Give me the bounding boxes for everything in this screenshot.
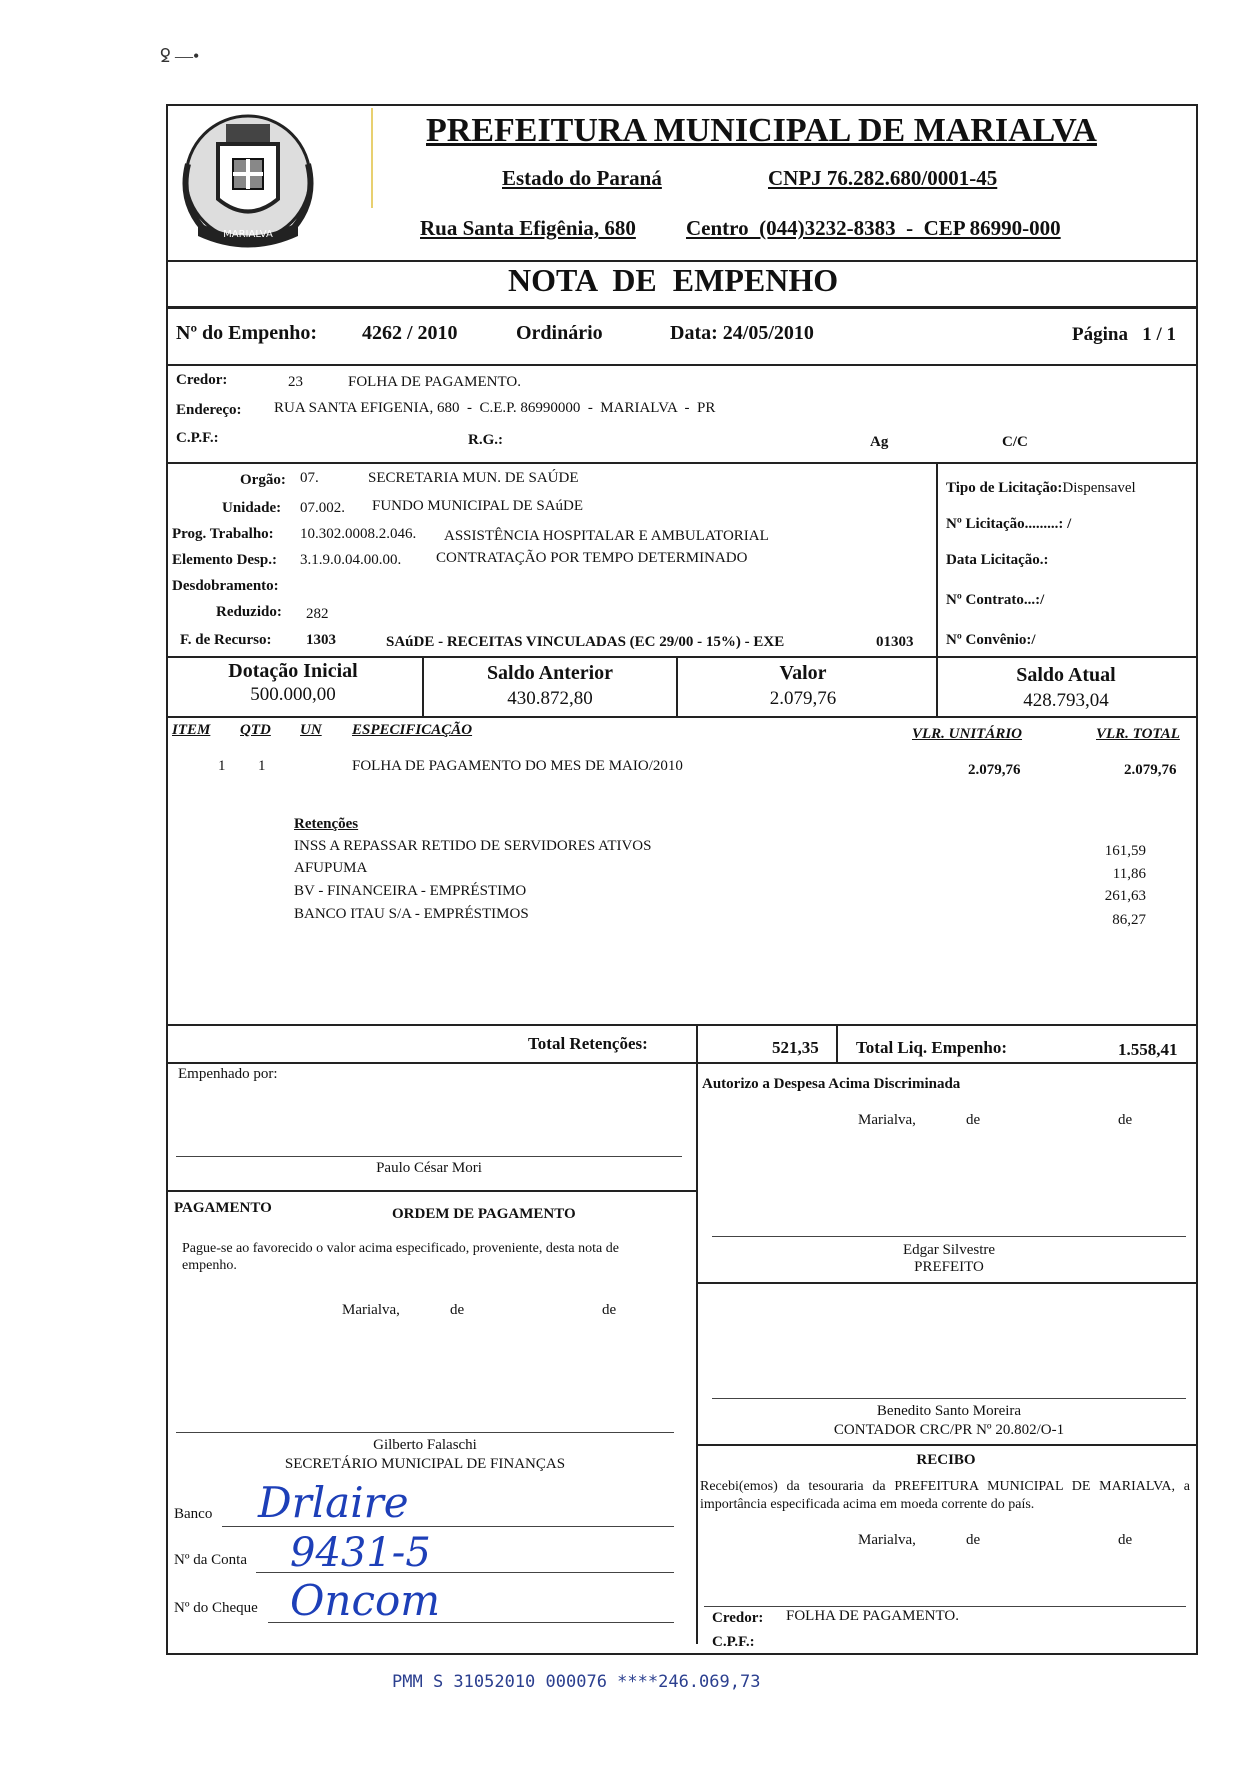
col-un: UN (300, 722, 322, 738)
orgao-label: Orgão: (240, 472, 286, 488)
recurso-desc: SAúDE - RECEITAS VINCULADAS (EC 29/00 - 15%) - EXE (386, 634, 785, 650)
header-title: PREFEITURA MUNICIPAL DE MARIALVA (426, 112, 1097, 149)
recibo-title: RECIBO (916, 1452, 976, 1468)
svg-text:MARIALVA: MARIALVA (223, 229, 273, 240)
recurso-value: 1303 (306, 632, 336, 648)
col-qtd: QTD (240, 722, 271, 738)
retencao-desc-1: INSS A REPASSAR RETIDO DE SERVIDORES ATIVOS (294, 838, 652, 854)
credor-code: 23 (288, 374, 303, 390)
autorizo-de2: de (1118, 1112, 1133, 1128)
elemento-label: Elemento Desp.: (172, 552, 277, 568)
empenho-number: 4262 / 2010 (362, 322, 458, 344)
cc-label: C/C (1002, 434, 1028, 450)
prog-value: 10.302.0008.2.046. (300, 526, 417, 542)
banco-signature: Drlaire (258, 1478, 409, 1527)
scan-mark: ꝿ ―• (160, 46, 200, 66)
ordem-pagamento-label: ORDEM DE PAGAMENTO (392, 1206, 576, 1222)
unidade-desc: FUNDO MUNICIPAL DE SAúDE (372, 498, 583, 514)
recibo-cpf-label: C.P.F.: (712, 1634, 755, 1650)
pagamento-label: PAGAMENTO (174, 1200, 272, 1216)
atual-label: Saldo Atual (1016, 664, 1116, 686)
prog-desc: ASSISTÊNCIA HOSPITALAR E AMBULATORIAL (444, 528, 769, 544)
header-state: Estado do Paraná (502, 166, 662, 190)
retencao-value-4: 86,27 (1112, 912, 1146, 928)
col-total: VLR. TOTAL (1096, 726, 1180, 742)
endereco-label: Endereço: (176, 402, 242, 418)
anterior-value: 430.872,80 (507, 688, 593, 709)
autorizo-place: Marialva, (858, 1112, 916, 1128)
total-liquido-value: 1.558,41 (1118, 1040, 1178, 1059)
autorizo-label: Autorizo a Despesa Acima Discriminada (702, 1076, 961, 1092)
empenho-type: Ordinário (516, 322, 603, 344)
empenhado-name: Paulo César Mori (376, 1160, 482, 1176)
retencao-desc-4: BANCO ITAU S/A - EMPRÉSTIMOS (294, 906, 529, 922)
empenho-page: Página 1 / 1 (1072, 324, 1176, 345)
prog-label: Prog. Trabalho: (172, 526, 274, 542)
retencao-desc-3: BV - FINANCEIRA - EMPRÉSTIMO (294, 883, 527, 899)
item-unit: 2.079,76 (968, 762, 1021, 778)
unidade-label: Unidade: (222, 500, 282, 516)
contador-name: Benedito Santo Moreira CONTADOR CRC/PR Nº 20.802/O-1 (833, 1403, 1065, 1438)
retencoes-title: Retenções (294, 816, 359, 832)
cheque-label: Nº do Cheque (174, 1600, 258, 1616)
pagamento-de2: de (602, 1302, 617, 1318)
item-total: 2.079,76 (1124, 762, 1177, 778)
retencao-value-3: 261,63 (1104, 888, 1146, 904)
endereco-value: RUA SANTA EFIGENIA, 680 - C.E.P. 86990000 - MARIALVA - PR (274, 400, 716, 416)
unidade-value: 07.002. (300, 500, 345, 516)
seal-divider (371, 108, 373, 208)
retencao-desc-2: AFUPUMA (294, 860, 368, 876)
ag-label: Ag (870, 434, 889, 450)
licitacao-numero: Nº Licitação.........: / (946, 516, 1072, 532)
empenho-date: Data: 24/05/2010 (670, 322, 814, 344)
pagamento-place: Marialva, (342, 1302, 400, 1318)
anterior-label: Saldo Anterior (486, 662, 614, 684)
empenhado-label: Empenhado por: (178, 1066, 278, 1082)
header-street: Rua Santa Efigênia, 680 (420, 216, 636, 240)
doc-title: NOTA DE EMPENHO (508, 262, 839, 298)
recibo-credor-label: Credor: (712, 1610, 764, 1626)
valor-label: Valor (779, 662, 827, 684)
desdobramento-label: Desdobramento: (172, 578, 279, 594)
dotacao-label: Dotação Inicial (228, 660, 358, 682)
recurso-code: 01303 (876, 634, 914, 650)
retencao-value-1: 161,59 (1104, 843, 1146, 859)
recibo-de1: de (966, 1532, 981, 1548)
coat-of-arms-icon (178, 104, 318, 254)
processing-stamp: PMM S 31052010 000076 ****246.069,73 (392, 1672, 761, 1692)
orgao-value: 07. (300, 470, 319, 486)
cheque-signature: Oncom (290, 1576, 441, 1625)
secretario-name: Gilberto Falaschi SECRETÁRIO MUNICIPAL DE FINANÇAS (284, 1437, 566, 1472)
reduzido-value: 282 (306, 606, 329, 622)
col-unit: VLR. UNITÁRIO (912, 726, 1023, 742)
valor-value: 2.079,76 (769, 688, 837, 709)
credor-name: FOLHA DE PAGAMENTO. (348, 374, 521, 390)
header-address: Centro (044)3232-8383 - CEP 86990-000 (686, 216, 1061, 240)
recibo-text: Recebi(emos) da tesouraria da PREFEITURA MUNICIPAL DE MARIALVA, a importância especificada acima em moeda corrente do país. (700, 1479, 1190, 1512)
tipo-licitacao-label: Tipo de Licitação:Dispensavel (946, 480, 1136, 496)
total-retencoes-value: 521,35 (772, 1038, 819, 1057)
total-retencoes-label: Total Retenções: (528, 1034, 648, 1053)
contrato: Nº Contrato...:/ (946, 592, 1045, 608)
retencao-value-2: 11,86 (1112, 866, 1146, 882)
autorizo-de1: de (966, 1112, 981, 1128)
atual-value: 428.793,04 (1023, 690, 1109, 711)
total-liquido-label: Total Liq. Empenho: (856, 1038, 1007, 1057)
pagamento-de1: de (450, 1302, 465, 1318)
item-qtd: 1 (258, 758, 266, 774)
recibo-place: Marialva, (858, 1532, 916, 1548)
prefeito-name: Edgar Silvestre PREFEITO (902, 1242, 996, 1275)
dotacao-value: 500.000,00 (250, 684, 336, 705)
orgao-desc: SECRETARIA MUN. DE SAÚDE (368, 470, 579, 486)
reduzido-label: Reduzido: (216, 604, 282, 620)
item-number: 1 (218, 758, 226, 774)
banco-label: Banco (174, 1506, 213, 1522)
pagamento-text: Pague-se ao favorecido o valor acima especificado, proveniente, desta nota de empenho. (182, 1241, 619, 1273)
conta-label: Nº da Conta (174, 1552, 247, 1568)
col-spec: ESPECIFICAÇÃO (352, 722, 473, 738)
credor-label: Credor: (176, 372, 228, 388)
item-spec: FOLHA DE PAGAMENTO DO MES DE MAIO/2010 (352, 758, 683, 774)
empenho-label: Nº do Empenho: (176, 322, 318, 344)
cpf-label: C.P.F.: (176, 430, 219, 446)
recurso-label: F. de Recurso: (180, 632, 272, 648)
conta-signature: 9431-5 (290, 1530, 431, 1576)
recibo-de2: de (1118, 1532, 1133, 1548)
elemento-value: 3.1.9.0.04.00.00. (300, 552, 402, 568)
header-cnpj: CNPJ 76.282.680/0001-45 (768, 166, 998, 190)
rg-label: R.G.: (468, 432, 503, 448)
recibo-credor: FOLHA DE PAGAMENTO. (786, 1608, 959, 1624)
convenio: Nº Convênio:/ (946, 632, 1036, 648)
col-item: ITEM (172, 722, 211, 738)
elemento-desc: CONTRATAÇÃO POR TEMPO DETERMINADO (436, 550, 748, 566)
licitacao-data: Data Licitação.: (946, 552, 1049, 568)
